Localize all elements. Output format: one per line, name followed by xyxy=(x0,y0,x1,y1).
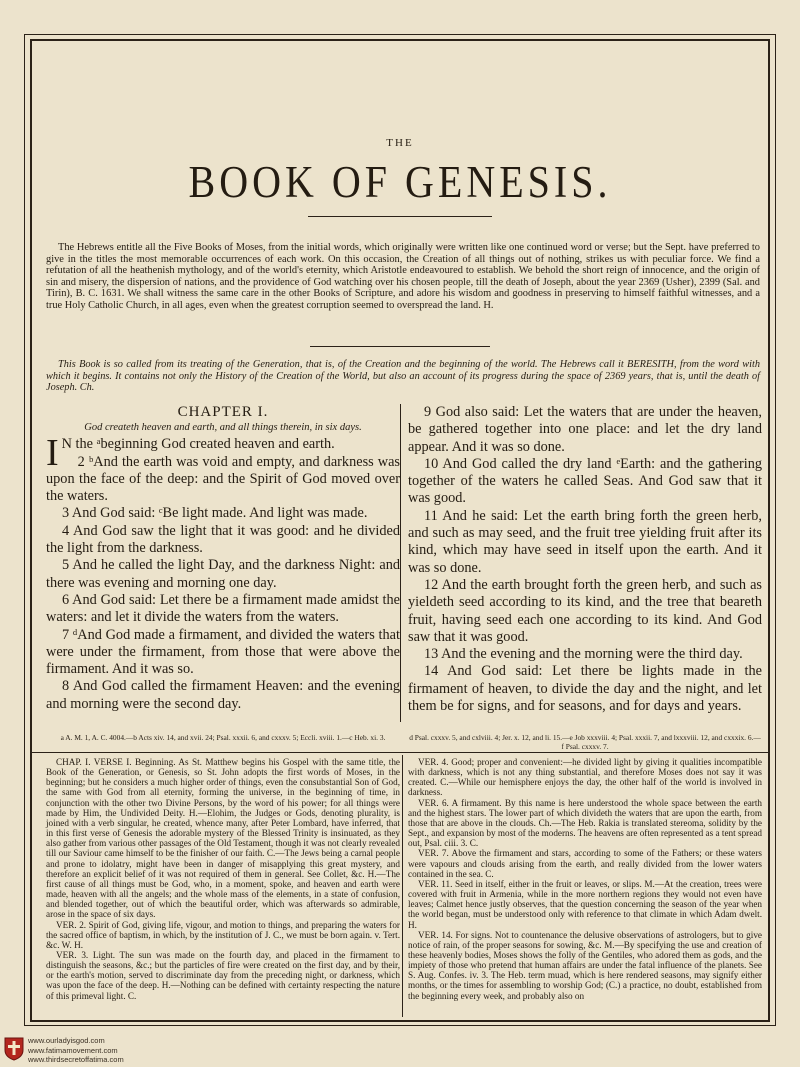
references-right: d Psal. cxxxv. 5, and cxlviii. 4; Jer. x. 12, and li. 15.—e Job xxxviii. 4; Psal. xxxii. 7, and lxxxviii. 12, and cxxxix. 6.—f Psal. cxxxv. 7. xyxy=(409,733,761,751)
intro-rule xyxy=(310,346,490,347)
verse: 4 And God saw the light that it was good: and he divided the light from the darkness. xyxy=(46,522,400,557)
verse: 5 And he called the light Day, and the darkness Night: and there was evening and morning one day. xyxy=(46,557,400,591)
commentary-note: VER. 2. Spirit of God, giving life, vigour, and motion to things, and preparing the waters for the sacred office of baptism, in which, by the institution of J. C., we must be born again. v. Tert. &c. W. H. xyxy=(46,919,400,950)
chapter-title: CHAPTER I. xyxy=(177,404,269,420)
drop-cap: I xyxy=(46,432,59,475)
title-prefix: THE xyxy=(386,137,414,149)
references-left: a A. M. 1, A. C. 4004.—b Acts xiv. 14, and xvii. 24; Psal. xxxii. 6, and cxxxv. 5; Eccli. xviii. 1.—c Heb. xi. 3. xyxy=(60,733,386,742)
verse: 3 And God said: ᶜBe light made. And light was made. xyxy=(62,505,368,522)
commentary-note: VER. 6. A firmament. By this name is here understood the whole space between the earth and the highest stars. The lower part of which divideth the waters that are upon the earth, from those that are above in the clouds. Ch.—The Heb. Rakia is translated stereoma, solidity by the Sept., and expansion by most of the moderns. The heavens are often represented as a tent spread out, Psal. ciii. 3. C. xyxy=(408,797,762,849)
verse: 2 ᵇAnd the earth was void and empty, and darkness was upon the face of the deep: and the Spirit of God moved over the waters. xyxy=(46,453,400,505)
verse: 8 And God called the firmament Heaven: and the evening and morning were the second day. xyxy=(46,678,400,712)
commentary-left xyxy=(46,757,400,1001)
commentary-right xyxy=(408,757,762,1001)
page-title: BOOK OF GENESIS. xyxy=(188,155,612,208)
verse-1-text: N the ᵃbeginning God created heaven and earth. xyxy=(61,436,335,453)
intro-paragraph: The Hebrews entitle all the Five Books of Moses, from the initial words, which originally were written like one continued word or verse; but the Sept. have preferred to give in the titles the most memorable occurrences of each work. On this occasion, the Creation of all things out of nothing, strikes us with peculiar force. We find a refutation of all the heathenish mythology, and of the world's eternity, which Aristotle endeavoured to establish. We behold the short reign of innocence, and the origin of sin and misery, the dispersion of nations, and the providence of God watching over his chosen people, till the death of Joseph, about the year 2369 (Usher), 2399 (Sal. and Tirin), B. C. 1631. We shall witness the same care in the other Books of Scripture, and adore his wisdom and goodness in preserving to himself faithful witnesses, and a true Holy Catholic Church, in all ages, even when the greatest corruption seemed to overspread the land. H. xyxy=(46,242,760,311)
verse-1 xyxy=(46,432,400,475)
chapter-column-right xyxy=(408,404,762,715)
verse: 6 And God said: Let there be a firmament made amidst the waters: and let it divide the waters from the waters. xyxy=(46,591,400,626)
commentary-note: VER. 3. Light. The sun was made on the fourth day, and placed in the firmament to distinguish the seasons, &c.; but the particles of fire were created on the first day, and by their, or the earth's motion, served to discriminate day from the preceding night, or darkness, which was upon the face of the deep. H.—Nothing can be defined with certainty respecting the nature of this primeval light. C. xyxy=(46,949,400,1001)
title-rule xyxy=(308,216,492,217)
verse: 11 And he said: Let the earth bring forth the green herb, and such as may seed, and the fruit tree yielding fruit after its kind, which may have seed in itself upon the earth. And it was so done. xyxy=(408,507,762,576)
book-note: This Book is so called from its treating of the Generation, that is, of the Creation and the beginning of the world. The Hebrews call it BERESITH, from the word with which it begins. It contains not only the History of the Creation of the World, but also an account of its progress during the space of 2369 years, that is, until the death of Joseph. Ch. xyxy=(46,359,760,393)
notes-divider xyxy=(402,755,403,1017)
verse: 9 God also said: Let the waters that are under the heaven, be gathered together into one place: and let the dry land appear. And it was so done. xyxy=(408,404,762,455)
commentary-note: VER. 11. Seed in itself, either in the fruit or leaves, or slips. M.—At the creation, trees were covered with fruit in Armenia, while in the more northern regions they would not even have leaves; Calmet hence justly observes, that the question concerning the season of the year when the world began, must be understood only with reference to that climate in which Adam dwelt. H. xyxy=(408,878,762,930)
column-divider xyxy=(400,404,401,722)
verse: 13 And the evening and the morning were the third day. xyxy=(424,646,743,663)
chapter-summary: God createth heaven and earth, and all things therein, in six days. xyxy=(84,422,362,434)
verse: 14 And God said: Let there be lights made in the firmament of heaven, to divide the day and the night, and let them be for signs, and for seasons, and for days and years. xyxy=(408,663,762,715)
footer-urls xyxy=(28,1036,124,1065)
verse: 12 And the earth brought forth the green herb, and such as yieldeth seed according to its kind, and the tree that beareth fruit, having seed each one according to its kind. And God saw that it was good. xyxy=(408,576,762,645)
notes-rule xyxy=(32,752,768,753)
verse: 7 ᵈAnd God made a firmament, and divided the waters that were under the firmament, from those that were above the firmament. And it was so. xyxy=(46,626,400,678)
commentary-note: VER. 7. Above the firmament and stars, according to some of the Fathers; or these waters were vapours and clouds arising from the earth, and really divided from the lower waters contained in the sea. C. xyxy=(408,848,762,879)
commentary-note: VER. 4. Good; proper and convenient:—he divided light by giving it qualities incompatible with darkness, which is not any thing substantial, and therefore Moses does not say it was created. C.—While our hemisphere enjoys the day, the other half of the world is involved in darkness. xyxy=(408,757,762,798)
footer-url[interactable]: www.fatimamovement.com xyxy=(28,1045,118,1055)
verse: 10 And God called the dry land ᵉEarth: and the gathering together of the waters he called Seas. And God saw that it was good. xyxy=(408,455,762,507)
footer-url[interactable]: www.thirdsecretoffatima.com xyxy=(28,1055,124,1064)
commentary-note: CHAP. I. VERSE I. Beginning. As St. Matthew begins his Gospel with the same title, the Book of the Generation, or Genesis, so St. John adopts the first words of Moses, in the beginning; but he considers a much higher order of things, even the consubstantial Son of God, the same with God from all eternity, forming the universe, in the beginning of time, in conjunction with the other two Divine Persons, by the word of his power; for all things were made by Him, the Undivided Deity. H.—Elohim, the Judges or Gods, denoting plurality, is joined with a verb singular, he created, whence many, after Peter Lombard, have inferred, that in this first verse of Genesis the adorable mystery of the Blessed Trinity is insinuated, as they also gather from various other passages of the Old Testament, though it was not clearly revealed till our Saviour came himself to be the finisher of our faith. C.—The Jews being a carnal people and prone to idolatry, might have been in danger of misapplying this great mystery, and therefore an explicit belief of it was not required of them in general. See Collet, &c. H.—The first cause of all things must be God, who, in a moment, spoke, and heaven and earth were made, heaven with all the angels; and the whole mass of the elements, in a state of confusion, and blended together, out of which the beautiful order, which was afterwards so admirable, arose in the space of six days. xyxy=(46,757,400,920)
commentary-note: VER. 14. For signs. Not to countenance the delusive observations of astrologers, but to give notice of rain, of the proper seasons for sowing, &c. M.—By specifying the use and creation of these heavenly bodies, Moses shows the folly of the Gentiles, who adored them as gods, and the impiety of those who pretend that human affairs are under the fatal influence of the planets. See S. Aug. Confes. iv. 3. The Heb. term muad, which is here rendered seasons, may signify either months, or the times for assembling to worship God; (C.) a practice, no doubt, established from the beginning every week, and probably also on xyxy=(408,929,762,1001)
footer-url[interactable]: www.ourladyisgod.com xyxy=(28,1036,105,1045)
shield-logo-icon xyxy=(4,1037,24,1061)
chapter-column-left xyxy=(46,404,400,713)
